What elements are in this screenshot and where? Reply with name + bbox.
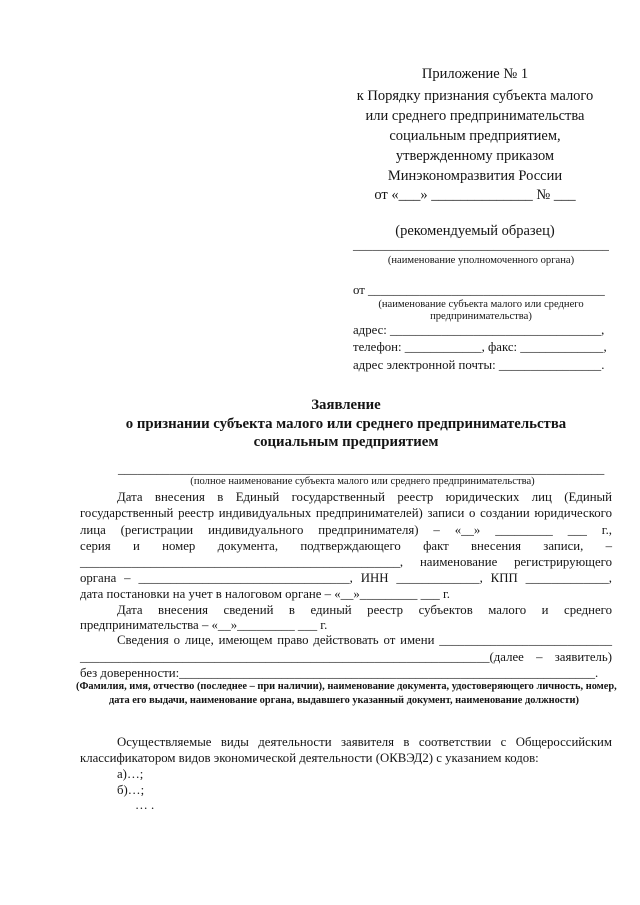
appendix-line: или среднего предпринимательства: [365, 108, 585, 124]
representative-caption: дата его выдачи, наименование органа, выдавшего указанный документ, наименование должности): [109, 695, 579, 706]
activity-item: б)…;: [117, 783, 145, 797]
body-line: серия и номер документа, подтверждающего факт внесения записи, –: [80, 539, 612, 553]
email-line: адрес электронной почты: ________________.: [353, 358, 605, 372]
body-line: органа – _________________________________, ИНН _____________, КПП _____________,: [80, 571, 612, 585]
appendix-line: социальным предприятием,: [389, 128, 561, 144]
representative-caption: (Фамилия, имя, отчество (последнее – при наличии), наименование документа, удостоверяющего личность, номер,: [76, 681, 617, 692]
order-date-number-line: от «___» ______________ № ___: [374, 187, 576, 203]
appendix-number: Приложение № 1: [421, 66, 529, 82]
body-line: Дата внесения сведений в единый реестр субъектов малого и среднего: [117, 603, 612, 617]
body-line: Дата внесения в Единый государственный реестр юридических лиц (Единый: [117, 490, 612, 504]
activity-item: а)…;: [117, 767, 144, 781]
from-caption: предпринимательства): [430, 311, 532, 322]
title-subtitle: о признании субъекта малого или среднего предпринимательства: [125, 416, 567, 432]
activities-line: Осуществляемые виды деятельности заявителя в соответствии с Общероссийским: [117, 735, 612, 749]
appendix-line: утвержденному приказом: [395, 148, 555, 164]
body-line: __________________________________________________, наименование регистрирующего: [80, 555, 612, 569]
title-subtitle: социальным предприятием: [253, 434, 439, 450]
from-caption: (наименование субъекта малого или среднего: [378, 299, 584, 310]
phone-fax-line: телефон: ____________, факс: _____________,: [353, 340, 607, 354]
sample-note: (рекомендуемый образец): [395, 223, 555, 239]
appendix-line: Минэкономразвития России: [387, 168, 563, 184]
body-line: государственный реестр индивидуальных предпринимателей) записи о создании юридического: [80, 506, 612, 520]
activity-item: … .: [135, 798, 155, 812]
body-line: дата постановки на учет в налоговом органе – «__»_________ ___ г.: [80, 587, 450, 601]
activities-line: классификатором видов экономической деятельности (ОКВЭД2) с указанием кодов:: [80, 751, 539, 765]
applicant-name-blank: ____________________________________________________________________________: [118, 462, 605, 476]
from-line: от _____________________________________: [353, 283, 605, 297]
address-line: адрес: _________________________________,: [353, 323, 605, 337]
body-line: без доверенности:_________________________________________________________________.: [80, 666, 599, 680]
body-line: ________________________________________________________________(далее – заявитель): [80, 650, 612, 664]
body-line: лица (регистрации индивидуального предпринимателя) – «__» _________ ___ г.,: [80, 523, 612, 537]
applicant-name-caption: (полное наименование субъекта малого или среднего предпринимательства): [190, 476, 535, 487]
authority-caption: (наименование уполномоченного органа): [387, 255, 575, 266]
authority-blank: ________________________________________: [353, 238, 609, 252]
body-line: Сведения о лице, имеющем право действовать от имени ___________________________: [117, 633, 612, 647]
body-line: предпринимательства – «__»_________ ___ г.: [80, 618, 328, 632]
title-heading: Заявление: [311, 397, 381, 413]
appendix-line: к Порядку признания субъекта малого: [356, 88, 594, 104]
